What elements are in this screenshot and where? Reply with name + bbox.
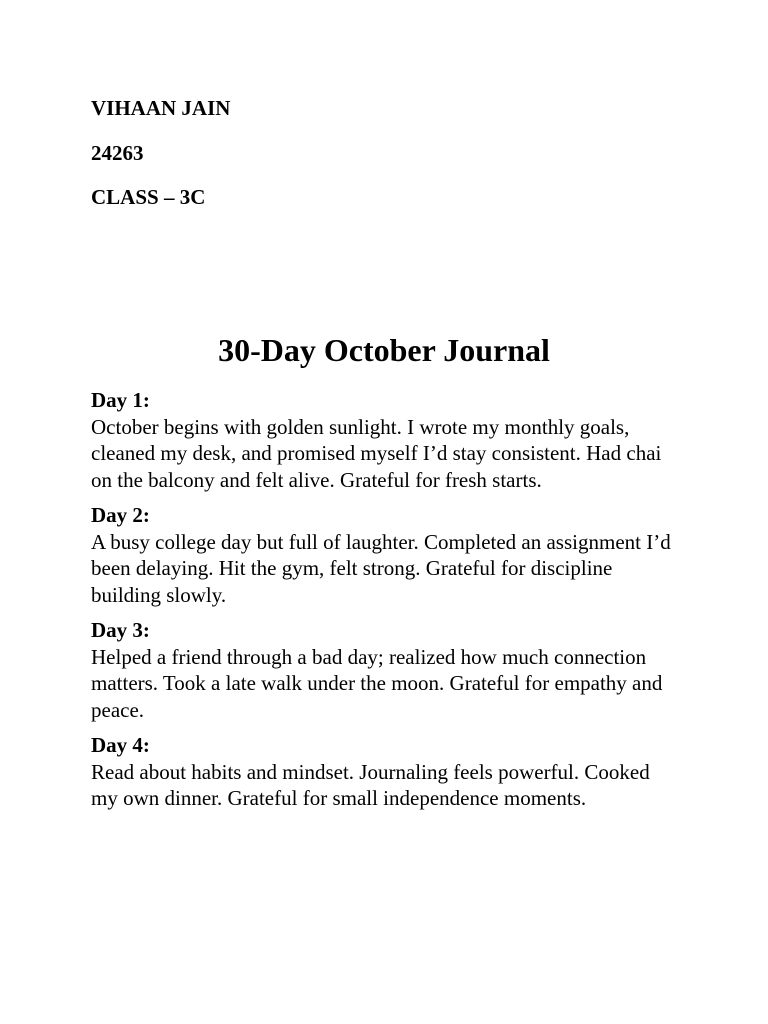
entry-text: Read about habits and mindset. Journaling feels powerful. Cooked my own dinner. Grateful for small independence moments. bbox=[91, 759, 650, 810]
entry-day-label: Day 4: bbox=[91, 733, 150, 757]
journal-entry-day-2 bbox=[91, 502, 681, 608]
student-id: 24263 bbox=[91, 141, 144, 165]
entry-text: October begins with golden sunlight. I wrote my monthly goals, cleaned my desk, and promised myself I’d stay consistent. Had chai on the balcony and felt alive. Grateful for fresh starts. bbox=[91, 414, 662, 492]
journal-entry-day-3 bbox=[91, 617, 681, 723]
student-name: VIHAAN JAIN bbox=[91, 96, 231, 120]
journal-entries bbox=[91, 387, 681, 821]
entry-day-label: Day 3: bbox=[91, 618, 150, 642]
entry-text: Helped a friend through a bad day; realized how much connection matters. Took a late walk under the moon. Grateful for empathy and peace. bbox=[91, 644, 663, 722]
entry-day-label: Day 2: bbox=[91, 503, 150, 527]
journal-entry-day-1 bbox=[91, 387, 681, 493]
journal-title: 30-Day October Journal bbox=[218, 332, 550, 368]
journal-entry-day-4 bbox=[91, 732, 681, 812]
student-class: CLASS – 3C bbox=[91, 185, 206, 209]
entry-day-label: Day 1: bbox=[91, 388, 150, 412]
entry-text: A busy college day but full of laughter. Completed an assignment I’d been delaying. Hit the gym, felt strong. Grateful for discipline building slowly. bbox=[91, 529, 671, 607]
